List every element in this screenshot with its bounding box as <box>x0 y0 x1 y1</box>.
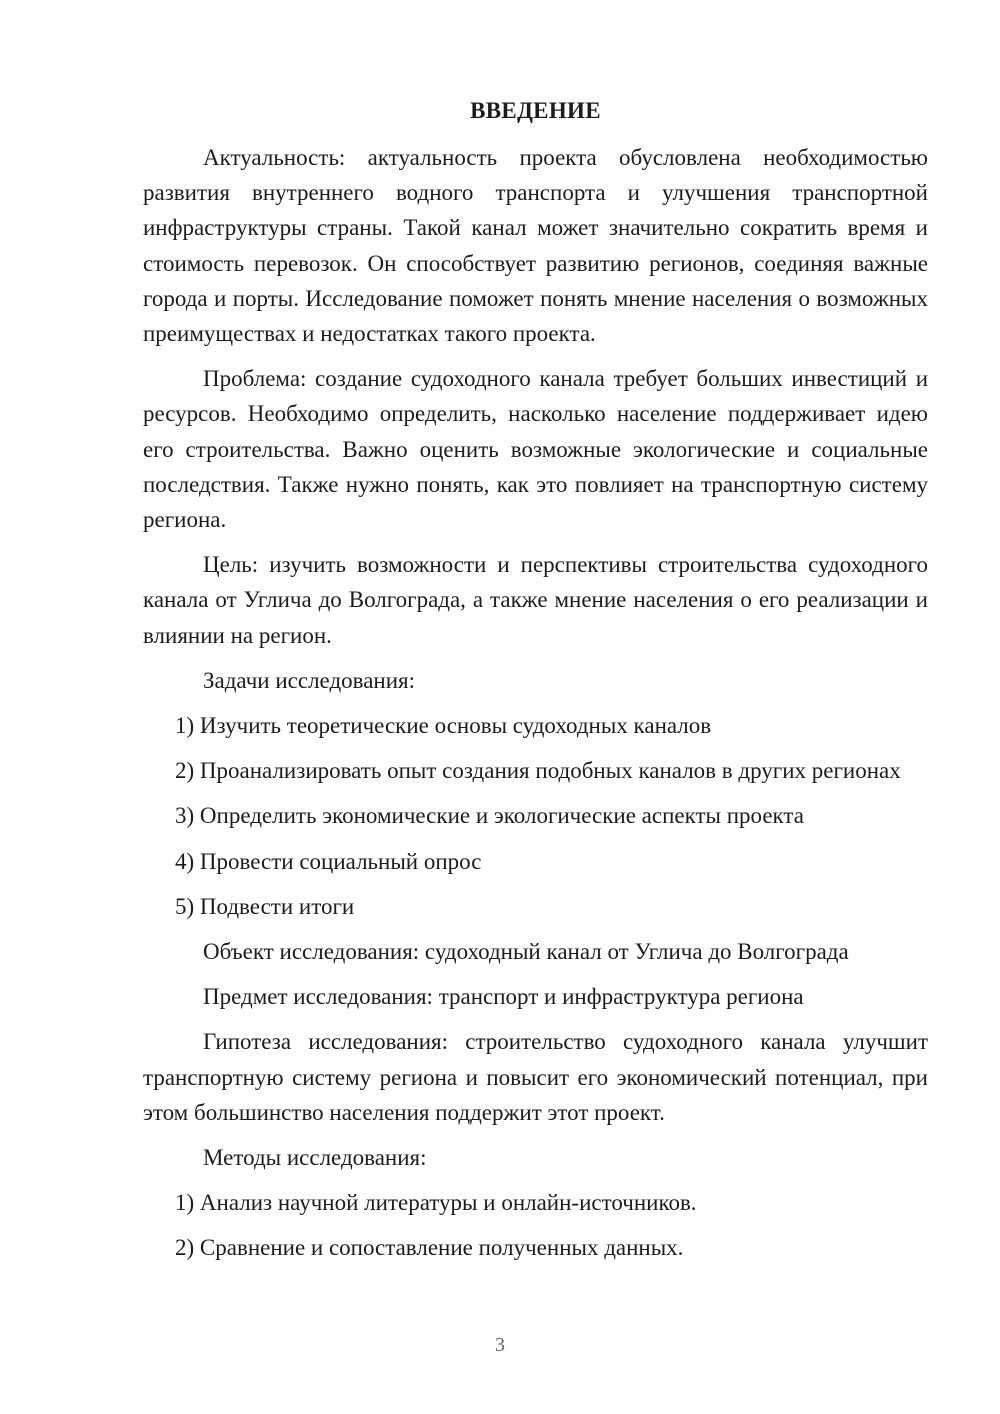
page-number: 3 <box>495 1334 505 1356</box>
goal-paragraph: Цель: изучить возможности и перспективы строительства судоходного канала от Углича до Волгограда, а также мнение населения о его реализации и влиянии на регион. <box>143 552 928 648</box>
task-item: 1) Изучить теоретические основы судоходных каналов <box>175 713 712 739</box>
task-item: 4) Провести социальный опрос <box>175 848 482 874</box>
document-body <box>143 96 928 1276</box>
object-paragraph: Объект исследования: судоходный канал от Углича до Волгограда <box>203 939 849 965</box>
hypothesis-paragraph: Гипотеза исследования: строительство судоходного канала улучшит транспортную систему региона и повысит его экономический потенциал, при этом большинство населения поддержит этот проект. <box>143 1029 928 1125</box>
subject-paragraph: Предмет исследования: транспорт и инфраструктура региона <box>203 984 804 1010</box>
method-item: 2) Сравнение и сопоставление полученных данных. <box>175 1235 684 1261</box>
relevance-paragraph: Актуальность: актуальность проекта обусловлена необходимостью развития внутреннего водного транспорта и улучшения транспортной инфраструктуры страны. Такой канал может значительно сократить время и стоимость перевозок. Он способствует развитию регионов, соединяя важные города и порты. Исследование поможет понять мнение населения о возможных преимуществах и недостатках такого проекта. <box>143 145 928 347</box>
methods-heading: Методы исследования: <box>203 1145 427 1171</box>
tasks-heading: Задачи исследования: <box>203 667 416 693</box>
task-item: 5) Подвести итоги <box>175 893 355 919</box>
problem-paragraph: Проблема: создание судоходного канала требует больших инвестиций и ресурсов. Необходимо определить, насколько население поддерживает идею его строительства. Важно оценить возможные экологические и социальные последствия. Также нужно понять, как это повлияет на транспортную систему региона. <box>143 366 928 533</box>
task-item: 2) Проанализировать опыт создания подобных каналов в других регионах <box>175 758 901 784</box>
task-item: 3) Определить экономические и экологические аспекты проекта <box>175 803 804 829</box>
section-title: ВВЕДЕНИЕ <box>470 98 601 123</box>
method-item: 1) Анализ научной литературы и онлайн-источников. <box>175 1190 697 1216</box>
